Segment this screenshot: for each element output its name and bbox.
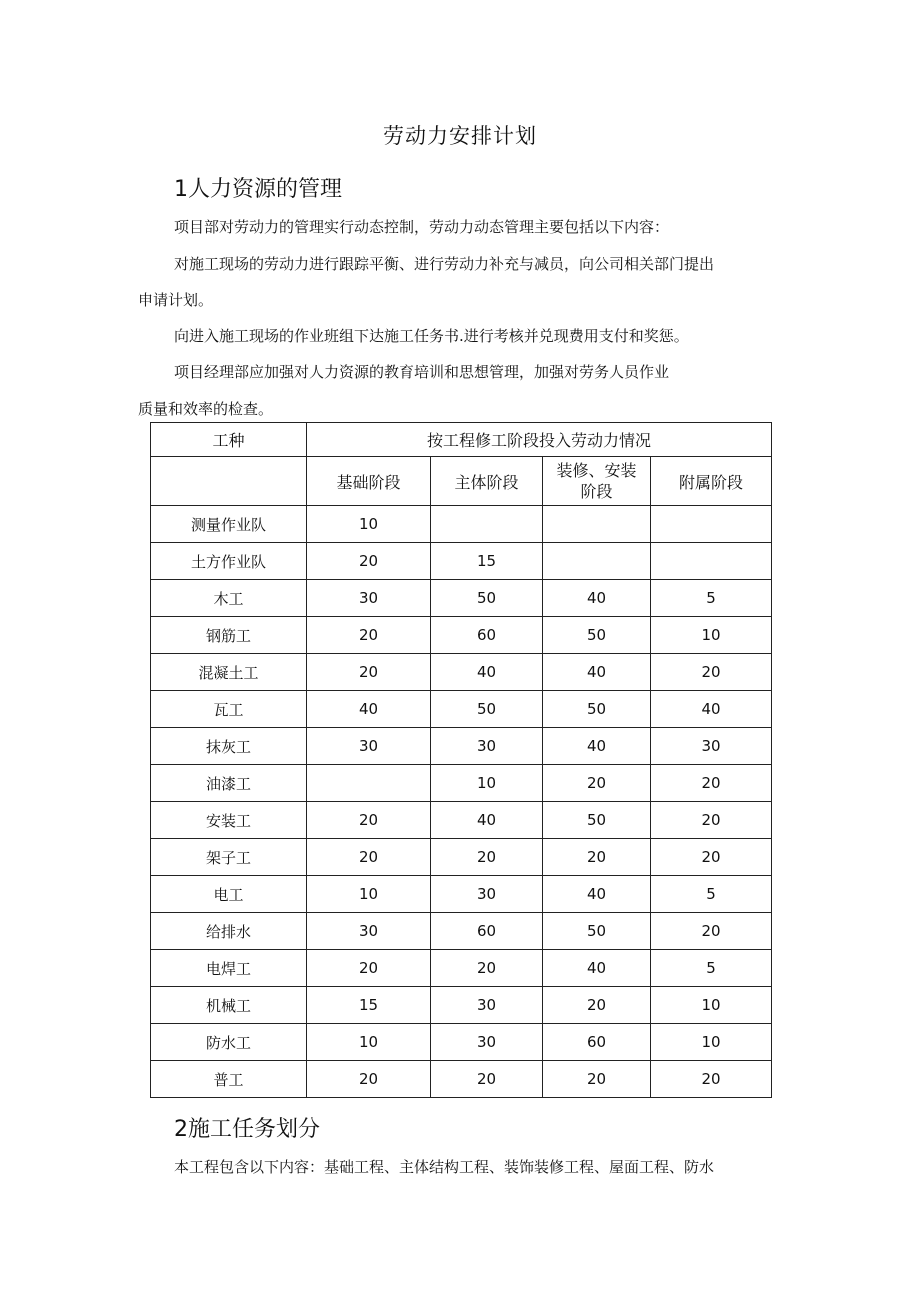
cell-value: 40: [431, 654, 543, 691]
cell-value: 10: [307, 506, 431, 543]
cell-value: 20: [431, 1061, 543, 1098]
cell-value: 20: [651, 654, 772, 691]
paragraph-balance: 对施工现场的劳动力进行跟踪平衡、进行劳动力补充与减员，向公司相关部门提出: [174, 255, 715, 273]
cell-value: 20: [543, 987, 651, 1024]
cell-value: 60: [431, 617, 543, 654]
cell-kind: 木工: [151, 580, 307, 617]
cell-value: 40: [543, 654, 651, 691]
table-header-row: [151, 423, 772, 457]
cell-value: 40: [431, 802, 543, 839]
cell-value: 30: [651, 728, 772, 765]
table-row: [151, 654, 772, 691]
cell-value: 20: [307, 543, 431, 580]
cell-value: 20: [651, 802, 772, 839]
cell-kind: 架子工: [151, 839, 307, 876]
cell-value: 20: [431, 950, 543, 987]
cell-value: [543, 543, 651, 580]
cell-kind: 油漆工: [151, 765, 307, 802]
cell-value: 40: [543, 728, 651, 765]
page-title: 劳动力安排计划: [383, 124, 537, 148]
cell-value: 10: [431, 765, 543, 802]
cell-kind: 混凝土工: [151, 654, 307, 691]
cell-value: 10: [651, 987, 772, 1024]
cell-value: 20: [307, 839, 431, 876]
table-subheader-row: [151, 457, 772, 506]
cell-value: 20: [543, 765, 651, 802]
table-row: [151, 1061, 772, 1098]
paragraph-scope: 本工程包含以下内容：基础工程、主体结构工程、装饰装修工程、屋面工程、防水: [174, 1158, 715, 1176]
cell-value: 20: [651, 913, 772, 950]
cell-value: 5: [651, 950, 772, 987]
cell-value: 30: [431, 728, 543, 765]
cell-value: 5: [651, 876, 772, 913]
header-stage-ancillary: 附属阶段: [651, 457, 772, 506]
cell-value: 50: [543, 617, 651, 654]
section-heading-hr: 1人力资源的管理: [174, 177, 342, 202]
cell-value: 20: [307, 950, 431, 987]
cell-value: 50: [431, 580, 543, 617]
cell-value: [651, 506, 772, 543]
cell-kind: 普工: [151, 1061, 307, 1098]
table-row: [151, 728, 772, 765]
table-row: [151, 580, 772, 617]
cell-value: 30: [307, 580, 431, 617]
paragraph-training: 项目经理部应加强对人力资源的教育培训和思想管理，加强对劳务人员作业: [174, 363, 670, 381]
header-stage-foundation: 基础阶段: [307, 457, 431, 506]
header-kind: 工种: [151, 423, 307, 457]
table-row: [151, 506, 772, 543]
cell-kind: 抹灰工: [151, 728, 307, 765]
paragraph-training-cont: 质量和效率的检查。: [138, 400, 274, 418]
cell-kind: 防水工: [151, 1024, 307, 1061]
cell-value: 20: [543, 1061, 651, 1098]
cell-value: 5: [651, 580, 772, 617]
cell-value: 30: [431, 1024, 543, 1061]
table-row: [151, 617, 772, 654]
cell-value: 60: [543, 1024, 651, 1061]
cell-value: 50: [543, 913, 651, 950]
cell-value: 40: [651, 691, 772, 728]
cell-value: 60: [431, 913, 543, 950]
cell-value: 20: [651, 765, 772, 802]
table-row: [151, 802, 772, 839]
cell-value: 30: [307, 728, 431, 765]
header-stage-main: 主体阶段: [431, 457, 543, 506]
cell-value: 15: [307, 987, 431, 1024]
cell-value: 10: [651, 617, 772, 654]
cell-value: 20: [431, 839, 543, 876]
table-row: [151, 691, 772, 728]
cell-value: 30: [431, 987, 543, 1024]
table-row: [151, 987, 772, 1024]
cell-value: 20: [651, 1061, 772, 1098]
cell-value: 10: [307, 876, 431, 913]
cell-value: 10: [651, 1024, 772, 1061]
cell-value: 30: [431, 876, 543, 913]
cell-value: 20: [307, 617, 431, 654]
header-kind-blank: [151, 457, 307, 506]
table-row: [151, 950, 772, 987]
paragraph-balance-cont: 申请计划。: [138, 291, 214, 309]
header-stage-decoration: 装修、安装阶段: [543, 457, 651, 506]
cell-value: 40: [543, 876, 651, 913]
cell-value: [431, 506, 543, 543]
cell-value: 50: [543, 691, 651, 728]
cell-value: 15: [431, 543, 543, 580]
section-heading-tasks: 2施工任务划分: [174, 1117, 320, 1142]
table-row: [151, 1024, 772, 1061]
cell-value: 50: [431, 691, 543, 728]
cell-kind: 电工: [151, 876, 307, 913]
cell-kind: 土方作业队: [151, 543, 307, 580]
cell-kind: 电焊工: [151, 950, 307, 987]
cell-kind: 机械工: [151, 987, 307, 1024]
cell-kind: 安装工: [151, 802, 307, 839]
cell-value: 20: [543, 839, 651, 876]
table-row: [151, 765, 772, 802]
cell-value: [651, 543, 772, 580]
table-row: [151, 543, 772, 580]
cell-value: 20: [307, 654, 431, 691]
cell-value: 20: [651, 839, 772, 876]
labor-table: [150, 422, 772, 1098]
cell-kind: 钢筋工: [151, 617, 307, 654]
table-row: [151, 913, 772, 950]
cell-kind: 测量作业队: [151, 506, 307, 543]
cell-value: 10: [307, 1024, 431, 1061]
cell-kind: 给排水: [151, 913, 307, 950]
paragraph-intro: 项目部对劳动力的管理实行动态控制，劳动力动态管理主要包括以下内容：: [174, 218, 670, 236]
cell-value: [307, 765, 431, 802]
table-row: [151, 839, 772, 876]
cell-value: 50: [543, 802, 651, 839]
cell-value: 40: [543, 580, 651, 617]
cell-value: 20: [307, 802, 431, 839]
table-row: [151, 876, 772, 913]
paragraph-tasks: 向进入施工现场的作业班组下达施工任务书.进行考核并兑现费用支付和奖惩。: [174, 327, 689, 345]
cell-value: 30: [307, 913, 431, 950]
cell-value: 40: [543, 950, 651, 987]
cell-value: 40: [307, 691, 431, 728]
header-stage-group: 按工程修工阶段投入劳动力情况: [307, 423, 772, 457]
cell-value: [543, 506, 651, 543]
cell-kind: 瓦工: [151, 691, 307, 728]
cell-value: 20: [307, 1061, 431, 1098]
